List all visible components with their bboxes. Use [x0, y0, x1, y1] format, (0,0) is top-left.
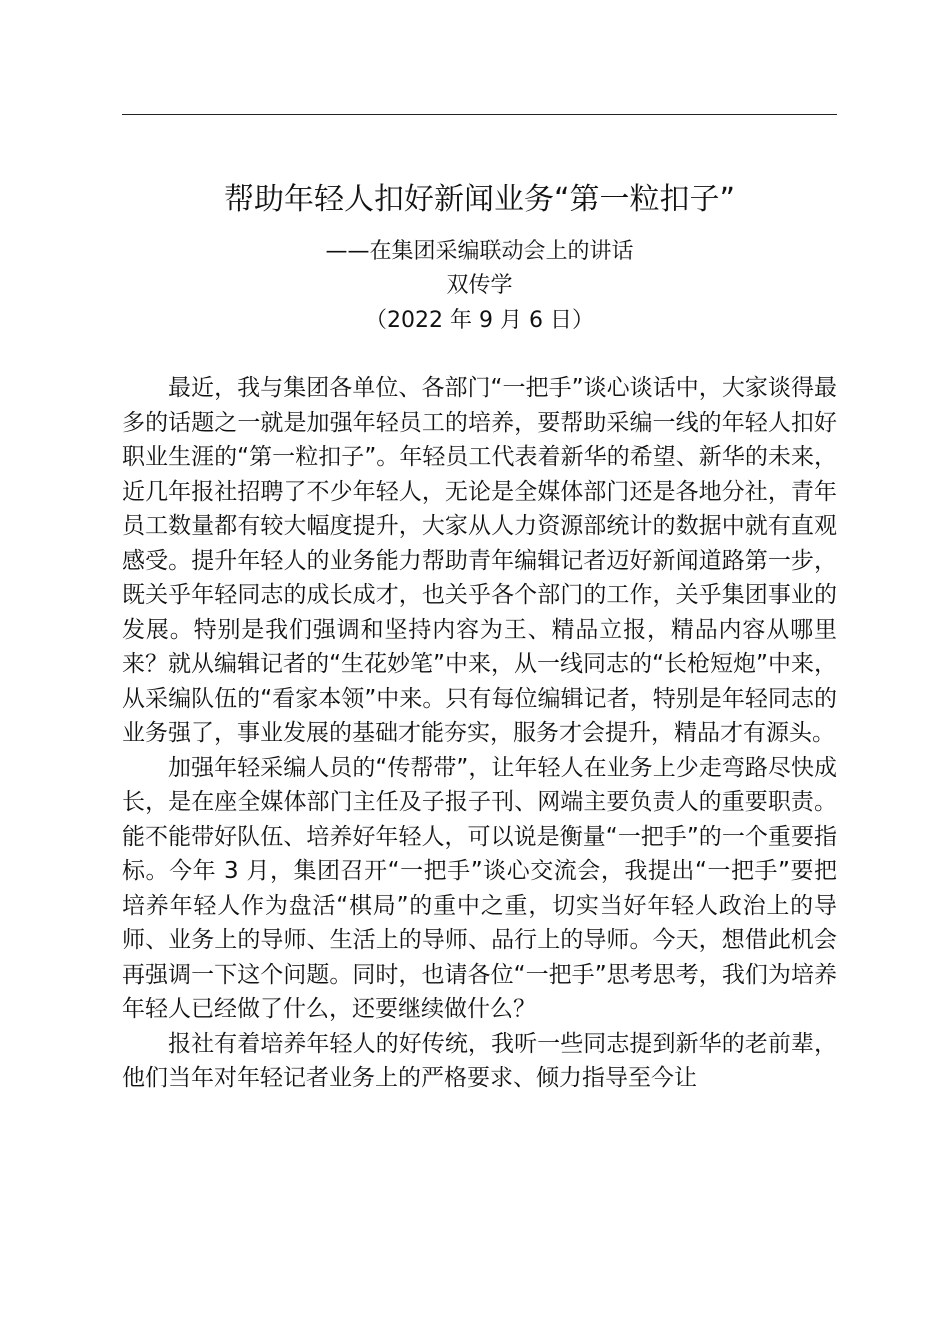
- document-body: [122, 371, 837, 1096]
- header-rule: [122, 114, 837, 115]
- body-paragraph: 最近，我与集团各单位、各部门“一把手”谈心谈话中，大家谈得最多的话题之一就是加强年轻员工的培养，要帮助采编一线的年轻人扣好职业生涯的“第一粒扣子”。年轻员工代表着新华的希望、新华的未来，近几年报社招聘了不少年轻人，无论是全媒体部门还是各地分社，青年员工数量都有较大幅度提升，大家从人力资源部统计的数据中就有直观感受。提升年轻人的业务能力帮助青年编辑记者迈好新闻道路第一步，既关乎年轻同志的成长成才，也关乎各个部门的工作，关乎集团事业的发展。特别是我们强调和坚持内容为王、精品立报，精品内容从哪里来？就从编辑记者的“生花妙笔”中来，从一线同志的“长枪短炮”中来，从采编队伍的“看家本领”中来。只有每位编辑记者，特别是年轻同志的业务强了，事业发展的基础才能夯实，服务才会提升，精品才有源头。: [122, 375, 837, 746]
- body-paragraph: 报社有着培养年轻人的好传统，我听一些同志提到新华的老前辈，他们当年对年轻记者业务上的严格要求、倾力指导至今让: [122, 1030, 837, 1091]
- document-subtitle: ——在集团采编联动会上的讲话: [325, 239, 634, 264]
- document-title: 帮助年轻人扣好新闻业务“第一粒扣子”: [223, 182, 736, 217]
- body-paragraph: 加强年轻采编人员的“传帮带”，让年轻人在业务上少走弯路尽快成长，是在座全媒体部门主任及子报子刊、网端主要负责人的重要职责。能不能带好队伍、培养好年轻人，可以说是衡量“一把手”的一个重要指标。今年 3 月，集团召开“一把手”谈心交流会，我提出“一把手”要把培养年轻人作为盘活“棋局”的重中之重，切实当好年轻人政治上的导师、业务上的导师、生活上的导师、品行上的导师。今天，想借此机会再强调一下这个问题。同时，也请各位“一把手”思考思考，我们为培养年轻人已经做了什么，还要继续做什么？: [122, 754, 837, 1022]
- document-author: 双传学: [446, 273, 513, 298]
- document-date: （2022 年 9 月 6 日）: [365, 308, 594, 333]
